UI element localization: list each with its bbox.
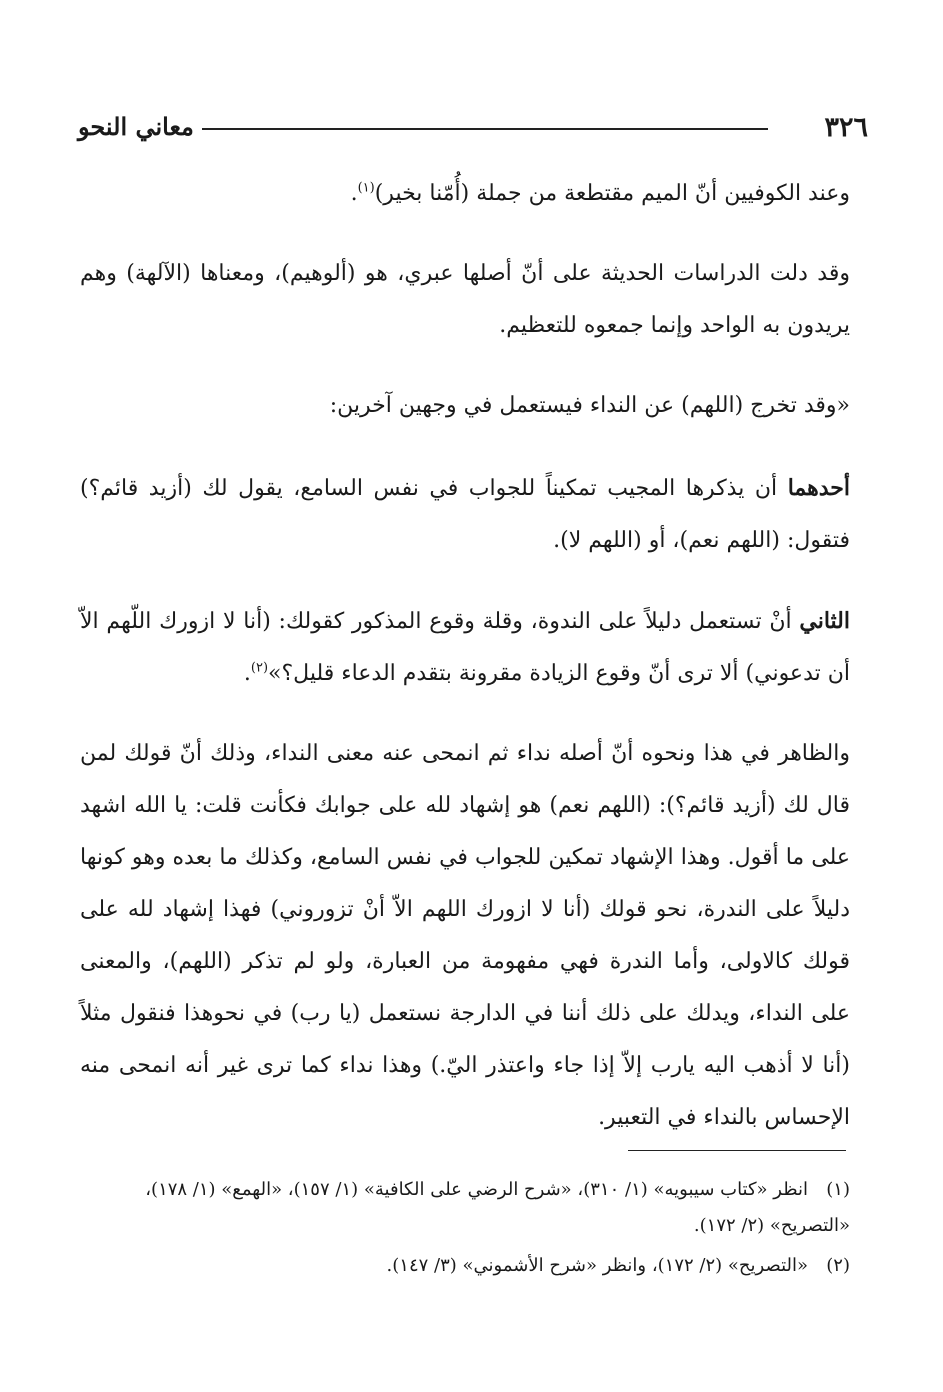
book-title: معاني النحو bbox=[78, 112, 194, 141]
paragraph-end: . bbox=[243, 661, 251, 686]
paragraph-text: أنْ تستعمل دليلاً على الندوة، وقلة وقوع المذكور كقولك: (أنا لا ازورك اللّهم الاّ أن تدعوني) ألا ترى أنّ وقوع الزيادة مقرونة بتقدم الدعاء قليل؟» bbox=[80, 609, 850, 686]
paragraph-text: أن يذكرها المجيب تمكيناً للجواب في نفس السامع، يقول لك (أزيد قائم؟) فتقول: (اللهم نعم)، أو (اللهم لا). bbox=[80, 476, 850, 553]
footnote-number: (١) bbox=[826, 1179, 850, 1200]
footnotes bbox=[80, 1172, 850, 1288]
lead-word-first: أحدهما bbox=[787, 475, 850, 501]
footnote-number: (٢) bbox=[826, 1255, 850, 1276]
paragraph-first-use bbox=[80, 462, 850, 567]
paragraph-second-use bbox=[80, 595, 850, 700]
page-number: ٣٢٦ bbox=[824, 112, 868, 143]
paragraph-end: . bbox=[350, 181, 358, 206]
footnote-rule bbox=[628, 1150, 846, 1151]
paragraph-text: وعند الكوفيين أنّ الميم مقتطعة من جملة (أُمّنا بخير) bbox=[374, 181, 850, 206]
running-header bbox=[78, 112, 868, 152]
main-text bbox=[80, 168, 850, 1172]
footnote-text: «التصريح» (٢/ ١٧٢)، وانظر «شرح الأشموني» (٣/ ١٤٧). bbox=[386, 1255, 808, 1276]
paragraph-modern-studies: وقد دلت الدراسات الحديثة على أنّ أصلها عبري، هو (ألوهيم)، ومعناها (الآلهة) وهم يريدون به الواحد وإنما جمعوه للتعظيم. bbox=[80, 261, 850, 338]
footnote-1 bbox=[80, 1172, 850, 1244]
footnote-text: انظر «كتاب سيبويه» (١/ ٣١٠)، «شرح الرضي على الكافية» (١/ ١٥٧)، «الهمع» (١/ ١٧٨)، «التصريح» (٢/ ١٧٢). bbox=[145, 1179, 850, 1236]
lead-word-second: الثاني bbox=[799, 608, 850, 634]
header-rule bbox=[202, 128, 768, 130]
paragraph-analysis: والظاهر في هذا ونحوه أنّ أصله نداء ثم انمحى عنه معنى النداء، وذلك أنّ قولك لمن قال لك (أزيد قائم؟): (اللهم نعم) هو إشهاد لله على جوابك فكأنت قلت: يا الله اشهد على ما أقول. وهذا الإشهاد تمكين للجواب في نفس السامع، وكذلك ما بعده وهو كونها دليلاً على الندرة، نحو قولك (أنا لا ازورك اللهم الاّ أنْ تزوروني) فهذا إشهاد لله على قولك كالاولى، وأما الندرة فهي مفهومة من العبارة، ولو لم تذكر (اللهم)، والمعنى على النداء، ويدلك على ذلك أننا في الدارجة نستعمل (يا رب) في نحوهذا فنقول مثلاً (أنا لا أذهب اليه يارب إلاّ إذا جاء واعتذر اليّ.) وهذا نداء كما ترى غير أنه انمحى منه الإحساس بالنداء في التعبير. bbox=[80, 741, 850, 1130]
paragraph-quote-intro: «وقد تخرج (اللهم) عن النداء فيستعمل في وجهين آخرين: bbox=[329, 393, 850, 418]
footnote-ref-1: (١) bbox=[357, 180, 375, 196]
paragraph-kufan-view bbox=[80, 168, 850, 220]
footnote-2 bbox=[80, 1248, 850, 1284]
footnote-ref-2: (٢) bbox=[250, 660, 269, 676]
